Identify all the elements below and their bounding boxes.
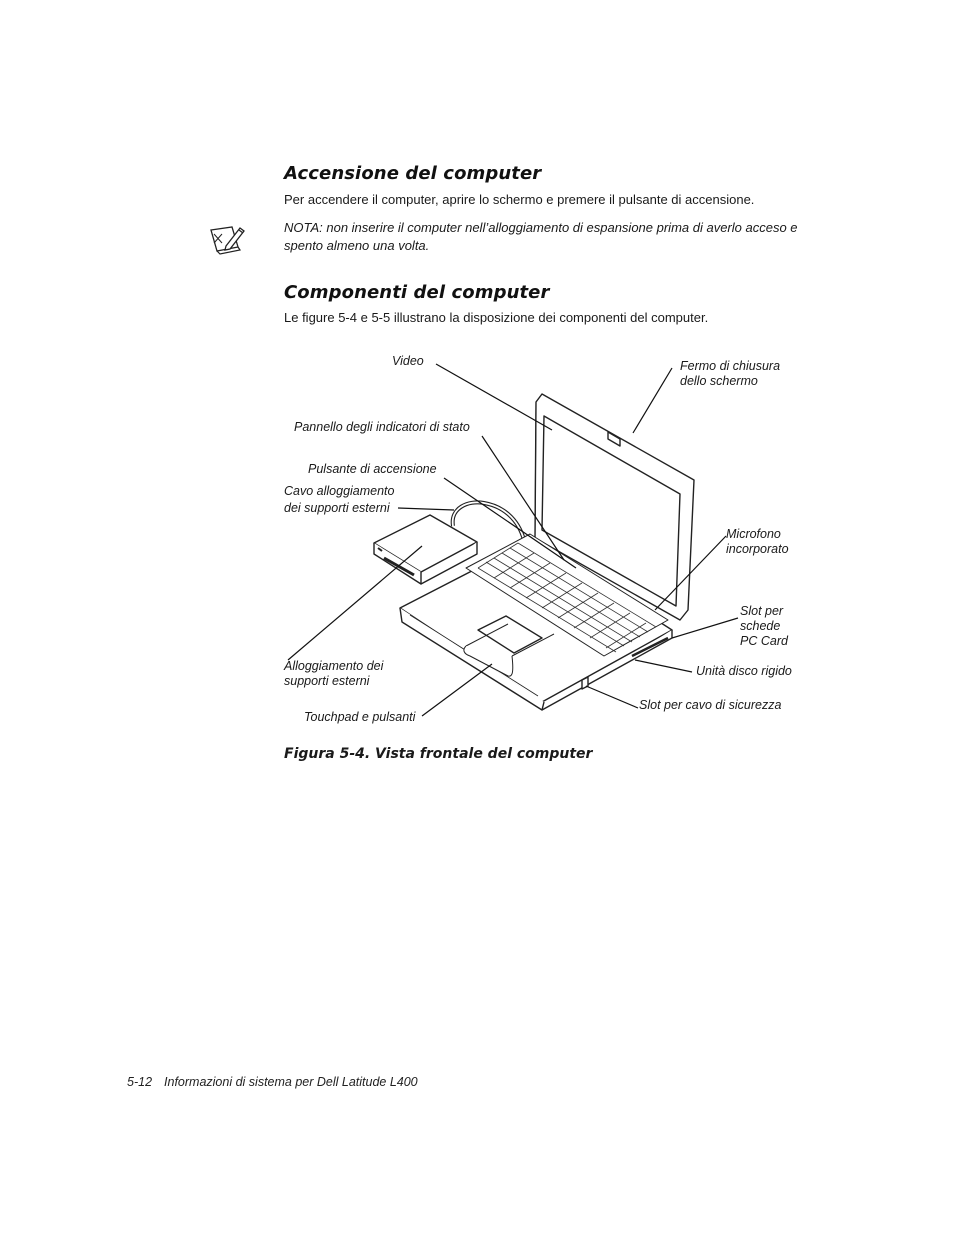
components-paragraph: Le figure 5-4 e 5-5 illustrano la disposizione dei componenti del computer. [284,310,709,325]
note-text: NOTA: non inserire il computer nell’alloggiamento di espansione prima di averlo acceso e spento almeno una volta. [284,220,798,253]
label-external-media-bay: Alloggiamento dei supporti esterni [284,659,384,688]
pencil-note-icon [208,222,248,258]
label-microphone: Microfono incorporato [726,527,789,556]
label-power-button: Pulsante di accensione [308,462,437,476]
page-footer [127,1075,418,1089]
page-number: 5-12 [127,1075,153,1089]
label-hard-drive: Unità disco rigido [696,664,792,678]
label-media-bay-cable: Cavo alloggiamento dei supporti esterni [284,484,395,515]
label-status-panel: Pannello degli indicatori di stato [294,420,470,434]
label-display-latch: Fermo di chiusura dello schermo [680,359,781,388]
label-pc-card-slot: Slot per schede PC Card [740,604,788,648]
section-heading-power-on: Accensione del computer [284,163,542,184]
section-heading-components: Componenti del computer [284,282,550,303]
label-video: Video [392,354,424,368]
power-on-paragraph: Per accendere il computer, aprire lo schermo e premere il pulsante di accensione. [284,192,755,207]
figure-caption: Figura 5-4. Vista frontale del computer [284,746,593,762]
label-touchpad: Touchpad e pulsanti [304,710,416,724]
label-security-slot: Slot per cavo di sicurezza [639,698,782,712]
document-title: Informazioni di sistema per Dell Latitude L400 [164,1075,418,1089]
laptop-front-view-figure [280,340,820,740]
